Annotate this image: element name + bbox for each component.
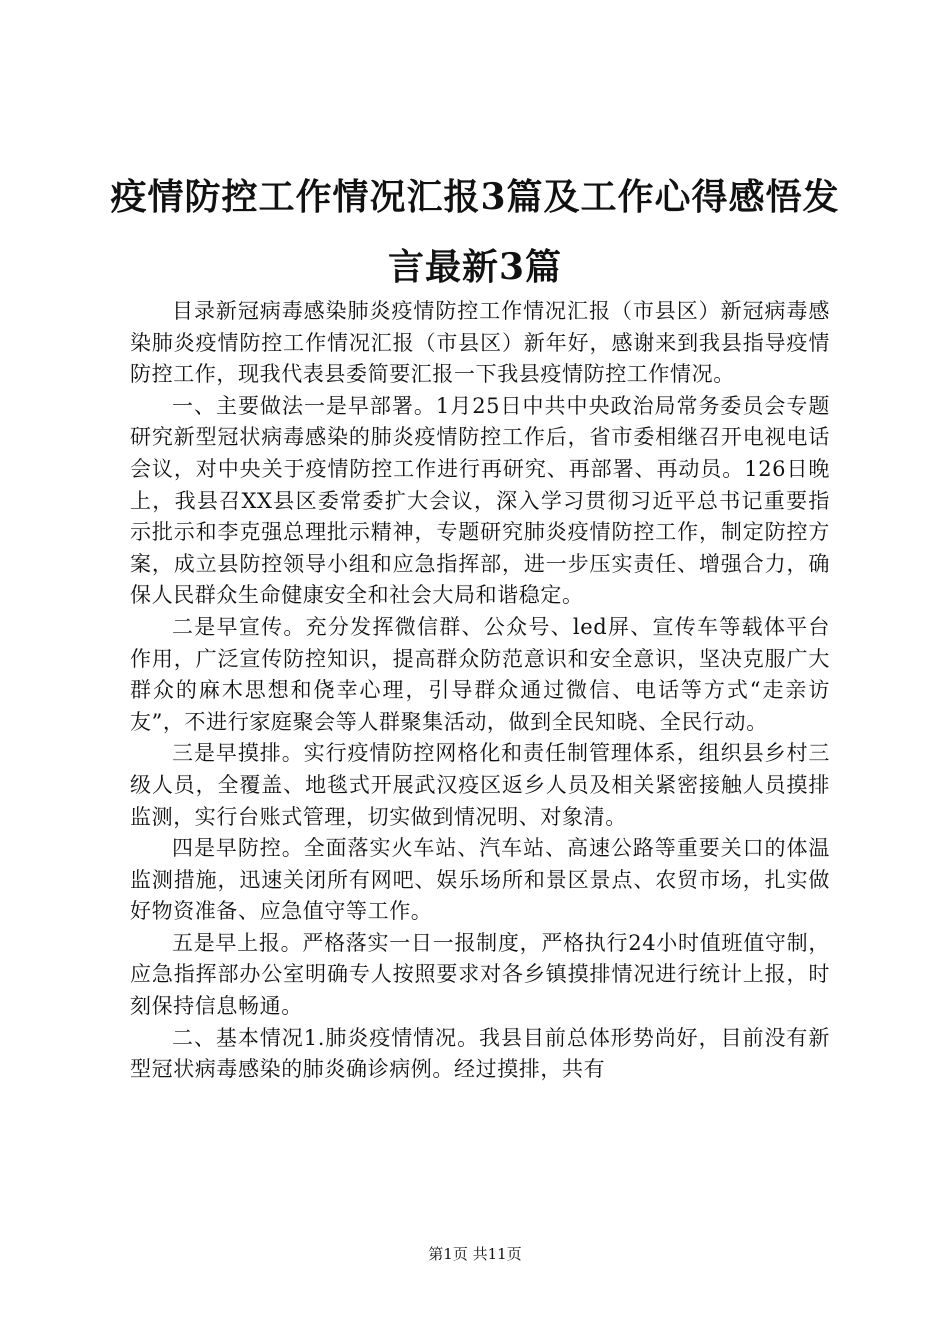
paragraph-early-deployment: 一、主要做法一是早部署。1月25日中共中央政治局常务委员会专题研究新型冠状病毒感染的肺炎疫情防控工作后，省市委相继召开电视电话会议，对中央关于疫情防控工作进行再研究、再部署、再动员。126日晚上，我县召XX县区委常委扩大会议，深入学习贯彻习近平总书记重要指示批示和李克强总理批示精神，专题研究肺炎疫情防控工作，制定防控方案，成立县防控领导小组和应急指挥部，进一步压实责任、增强合力，确保人民群众生命健康安全和社会大局和谐稳定。 (130, 393, 830, 608)
paragraph-early-screening: 三是早摸排。实行疫情防控网格化和责任制管理体系，组织县乡村三级人员，全覆盖、地毯式开展武汉疫区返乡人员及相关紧密接触人员摸排监测，实行台账式管理，切实做到情况明、对象清。 (130, 741, 830, 829)
paragraph-contents: 目录新冠病毒感染肺炎疫情防控工作情况汇报（市县区）新冠病毒感染肺炎疫情防控工作情况汇报（市县区）新年好，感谢来到我县指导疫情防控工作，现我代表县委简要汇报一下我县疫情防控工作情况。 (130, 299, 830, 387)
document-body (130, 296, 830, 1086)
paragraph-early-prevention: 四是早防控。全面落实火车站、汽车站、高速公路等重要关口的体温监测措施，迅速关闭所有网吧、娱乐场所和景区景点、农贸市场，扎实做好物资准备、应急值守等工作。 (130, 836, 830, 924)
document-title: 疫情防控工作情况汇报3篇及工作心得感悟发言最新3篇 (110, 176, 840, 288)
page-number-footer: 第1页 共11页 (428, 1245, 522, 1263)
paragraph-basic-situation: 二、基本情况1.肺炎疫情情况。我县目前总体形势尚好，目前没有新型冠状病毒感染的肺炎确诊病例。经过摸排，共有 (130, 1025, 830, 1082)
paragraph-early-publicity: 二是早宣传。充分发挥微信群、公众号、led屏、宣传车等载体平台作用，广泛宣传防控知识，提高群众防范意识和安全意识，坚决克服广大群众的麻木思想和侥幸心理，引导群众通过微信、电话等方式“走亲访友”，不进行家庭聚会等人群聚集活动，做到全民知晓、全民行动。 (130, 614, 830, 734)
paragraph-early-reporting: 五是早上报。严格落实一日一报制度，严格执行24小时值班值守制，应急指挥部办公室明确专人按照要求对各乡镇摸排情况进行统计上报，时刻保持信息畅通。 (130, 930, 830, 1019)
